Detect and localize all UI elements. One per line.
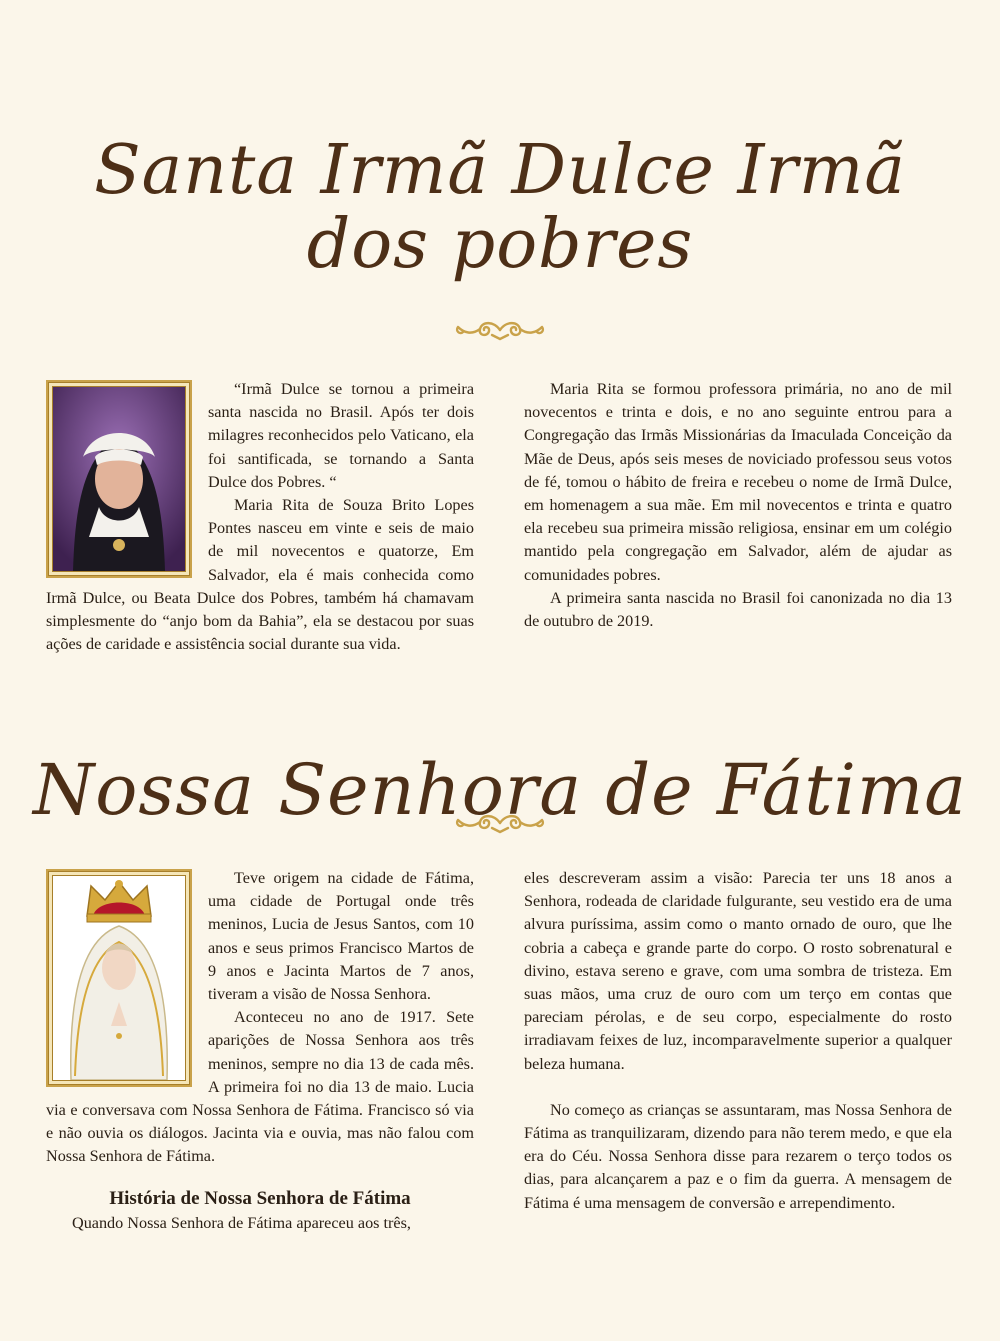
paragraph: No começo as crianças se assuntaram, mas Nossa Senhora de Fátima as tranquilizaram, dizendo para não terem medo, e que ela era do Céu. Nossa Senhora disse para rezarem o terço todos os dias, para alcançarem a paz e o fim da guerra. A mensagem de Fátima é uma mensagem de conversão e arrependimento. xyxy=(524,1100,952,1212)
paragraph: Aconteceu no ano de 1917. Sete aparições de Nossa Senhora aos três meninos, sempre no dia 13 de cada mês. A primeira foi no dia 13 de maio. Lucia via e conversava com Nossa Senhora de Fátima. Francisco só via e não ouvia os diálogos. Jacinta via e ouvia, mas não falou com Nossa Senhora de Fátima. xyxy=(46,1008,474,1166)
section2-title: Nossa Senhora de Fátima xyxy=(32,748,968,831)
nun-portrait-icon xyxy=(53,387,185,571)
section1-title-line1: Santa Irmã Dulce Irmã xyxy=(94,130,906,210)
paragraph: Maria Rita de Souza Brito Lopes Pontes nasceu em vinte e seis de maio de mil novecentos e quatorze, Em Salvador, ela é mais conhecida como Irmã Dulce, ou Beata Dulce dos Pobres, também há chamavam simplesmente do “anjo bom da Bahia”, ela se destacou por suas ações de caridade e assistência social durante sua vida. xyxy=(46,496,474,654)
section1-left-column xyxy=(46,378,474,656)
paragraph: Maria Rita se formou professora primária, no ano de mil novecentos e trinta e dois, e no ano seguinte entrou para a Congregação das Irmãs Missionárias da Imaculada Conceição da Mãe de Deus, após seis meses de noviciado professou seus votos de fé, tomou o hábito de freira e recebeu o nome de Irmã Dulce, em homenagem a sua mãe. Em mil novecentos e trinta e quatro ela recebeu sua primeira missão religiosa, ensinar em um colégio mantido pela congregação em Salvador, além de ajudar as comunidades pobres. xyxy=(524,380,952,584)
photo-frame xyxy=(46,380,192,578)
scroll-flourish-icon xyxy=(452,810,548,836)
paragraph: A primeira santa nascida no Brasil foi canonizada no dia 13 de outubro de 2019. xyxy=(524,588,952,631)
section2-subheading: História de Nossa Senhora de Fátima xyxy=(109,1187,411,1209)
section1-title-line2: dos pobres xyxy=(306,205,694,285)
photo-frame xyxy=(46,869,192,1087)
section1-right-column xyxy=(524,378,952,633)
paragraph: “Irmã Dulce se tornou a primeira santa nascida no Brasil. Após ter dois milagres reconhecidos pelo Vaticano, ela foi santificada, se tornando a Santa Dulce dos Pobres. “ xyxy=(208,380,474,491)
section2-left-column xyxy=(46,867,474,1235)
our-lady-statue-icon xyxy=(53,876,185,1080)
section2-right-column xyxy=(524,867,952,1215)
paragraph: Teve origem na cidade de Fátima, uma cidade de Portugal onde três meninos, Lucia de Jesus Santos, com 10 anos e seus primos Francisco Martos de 9 anos e Jacinta Martos de 7 anos, tiveram a visão de Nossa Senhora. xyxy=(208,869,474,1004)
paragraph: eles descreveram assim a visão: Parecia ter uns 18 anos a Senhora, rodeada de claridade fulgurante, seu vestido era de uma alvura puríssima, assim como o manto ornado de ouro, que lhe cobria a cabeça e grande parte do corpo. O rosto sobrenatural e divino, estava sereno e grave, com uma sombra de tristeza. Em suas mãos, uma cruz de ouro com um terço em contas que pareciam pérolas, e de seu corpo, especialmente do rosto irradiavam feixes de luz, incomparavelmente superior a qualquer beleza humana. xyxy=(524,869,952,1073)
section1-title xyxy=(0,130,1000,285)
paragraph: Quando Nossa Senhora de Fátima apareceu aos três, xyxy=(72,1213,411,1232)
scroll-flourish-icon xyxy=(452,317,548,343)
